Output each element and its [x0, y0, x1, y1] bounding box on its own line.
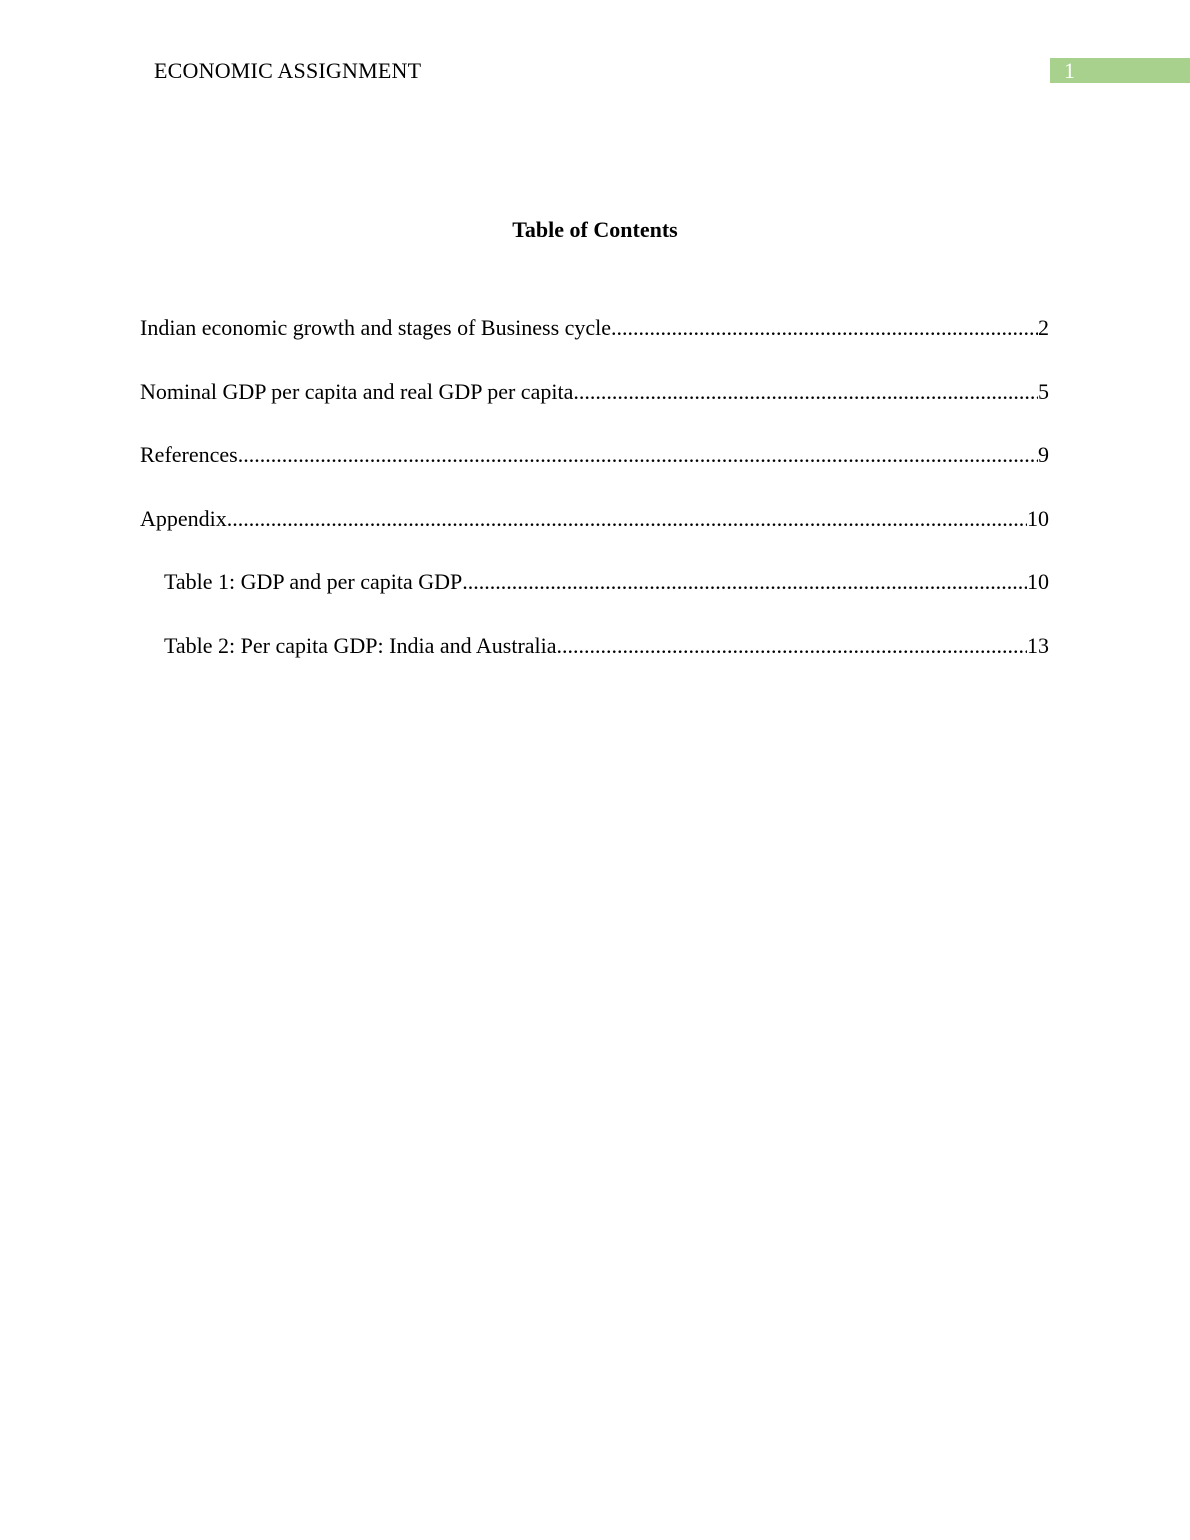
toc-entry[interactable]	[140, 377, 1049, 441]
toc-dot-leader	[557, 631, 1027, 661]
header-title: ECONOMIC ASSIGNMENT	[154, 58, 422, 83]
toc-entry-page: 9	[1038, 442, 1049, 467]
toc-entry-label: Indian economic growth and stages of Business cycle	[140, 315, 612, 340]
toc-entry-page: 2	[1038, 315, 1049, 340]
toc-subentry[interactable]	[140, 567, 1049, 631]
toc-entry-page: 13	[1027, 632, 1049, 658]
toc-heading: Table of Contents	[512, 217, 678, 242]
page-number-badge	[1050, 58, 1190, 83]
toc-entry-label: Nominal GDP per capita and real GDP per capita	[140, 378, 574, 404]
toc-entry-label: Appendix	[140, 505, 227, 531]
toc-dot-leader	[611, 313, 1038, 343]
toc-dot-leader	[573, 377, 1038, 407]
toc-dot-leader	[462, 567, 1027, 597]
toc-entry[interactable]	[140, 440, 1049, 504]
toc-list	[140, 313, 1049, 694]
toc-entry-page: 5	[1038, 378, 1049, 404]
toc-entry[interactable]	[140, 504, 1049, 568]
page-number: 1	[1064, 58, 1075, 83]
toc-entry-page: 10	[1027, 569, 1049, 594]
toc-subentry[interactable]	[140, 631, 1049, 695]
toc-dot-leader	[227, 504, 1027, 534]
toc-dot-leader	[238, 440, 1038, 470]
toc-entry-page: 10	[1027, 505, 1049, 531]
toc-entry-label: References	[140, 442, 238, 467]
toc-entry-label: Table 1: GDP and per capita GDP	[164, 569, 463, 594]
toc-entry-label: Table 2: Per capita GDP: India and Australia	[164, 632, 557, 658]
toc-entry[interactable]	[140, 313, 1049, 377]
